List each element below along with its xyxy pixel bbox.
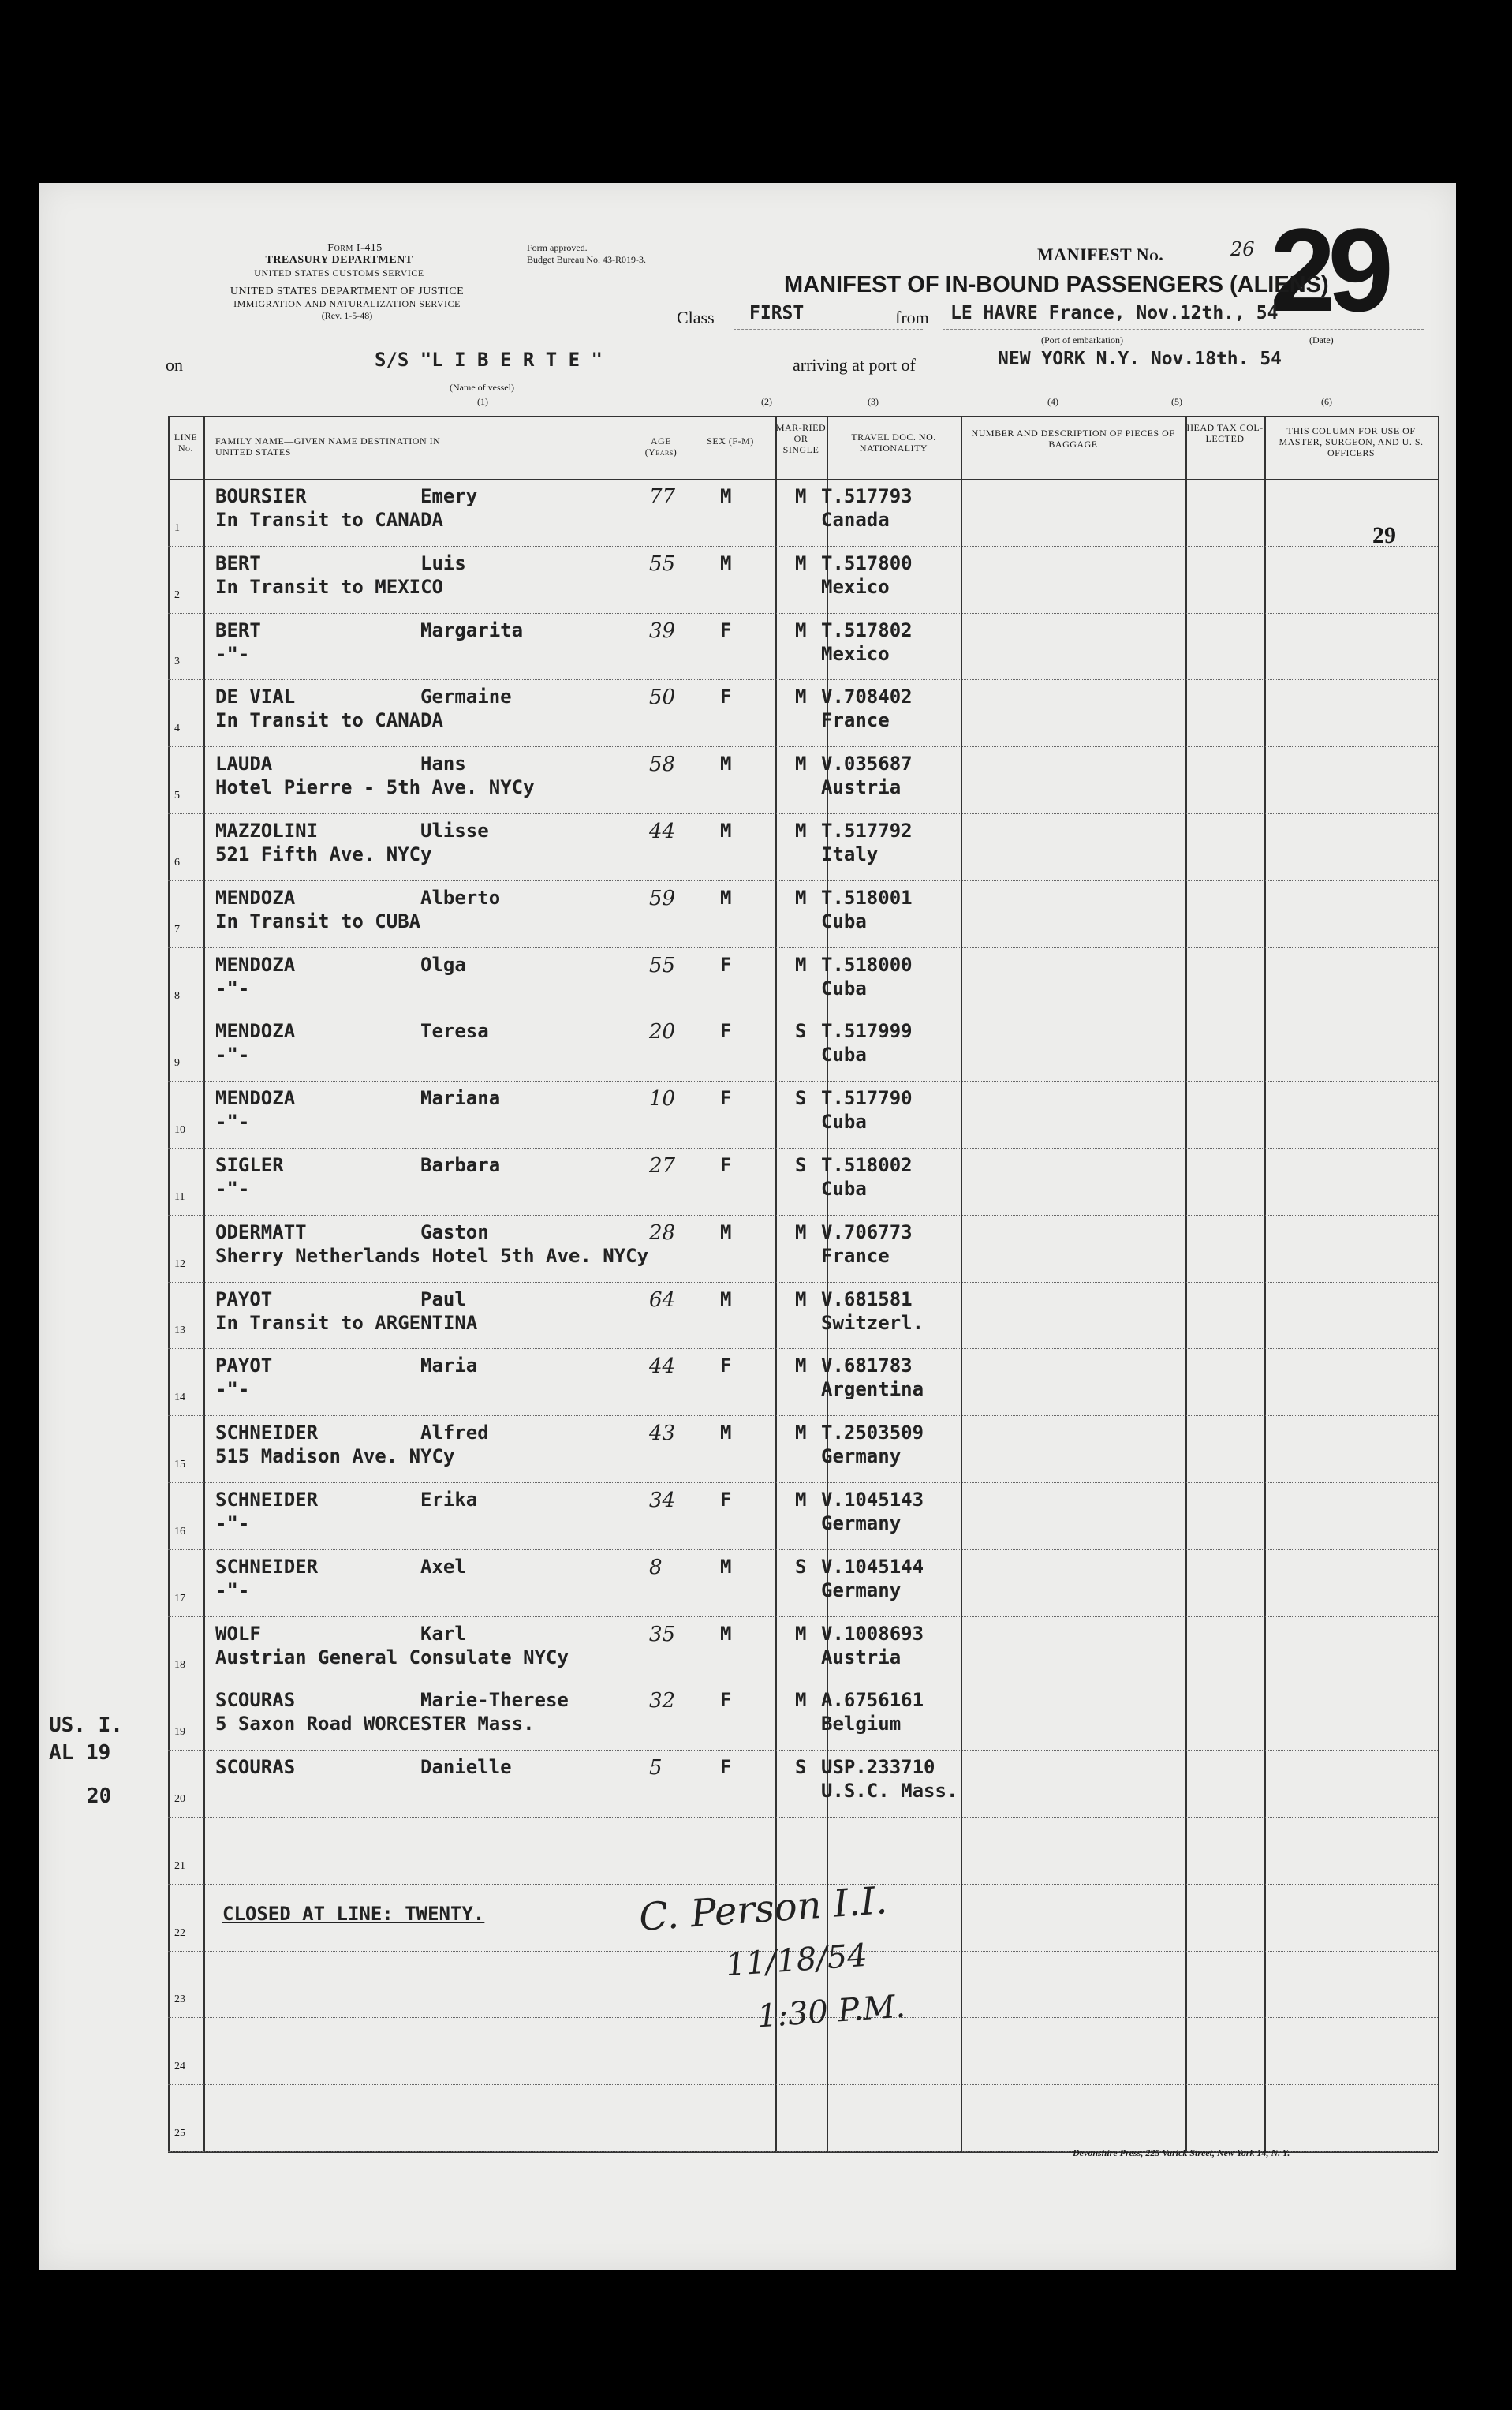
table-row bbox=[168, 479, 1438, 546]
marital-status: M bbox=[795, 686, 807, 708]
sex: F bbox=[720, 1756, 732, 1779]
given-name: Danielle bbox=[420, 1756, 512, 1779]
line-number: 16 bbox=[174, 1525, 185, 1538]
rev-date: (Rev. 1-5-48) bbox=[321, 310, 373, 321]
col-number-3: (3) bbox=[868, 396, 879, 407]
table-row bbox=[168, 613, 1438, 680]
marital-status: S bbox=[795, 1154, 807, 1176]
table-row bbox=[168, 746, 1438, 813]
sex: M bbox=[720, 753, 732, 775]
sex: F bbox=[720, 1154, 732, 1176]
nationality: Italy bbox=[821, 843, 879, 865]
given-name: Emery bbox=[420, 485, 478, 507]
sex: M bbox=[720, 1555, 732, 1578]
given-name: Ulisse bbox=[420, 820, 489, 842]
age: 8 bbox=[649, 1555, 663, 1579]
age: 44 bbox=[649, 820, 676, 843]
marital-status: M bbox=[795, 485, 807, 507]
age: 28 bbox=[649, 1220, 676, 1245]
destination: In Transit to CUBA bbox=[215, 910, 421, 932]
table-row bbox=[168, 1014, 1438, 1081]
marital-status: M bbox=[795, 1220, 807, 1243]
destination: -"- bbox=[215, 1111, 250, 1134]
justice-dept: UNITED STATES DEPARTMENT OF JUSTICE bbox=[230, 286, 465, 297]
age: 55 bbox=[649, 551, 676, 576]
sex: F bbox=[720, 1087, 732, 1110]
given-name: Paul bbox=[420, 1287, 466, 1310]
treasury-dept: TREASURY DEPARTMENT bbox=[265, 254, 413, 266]
sex: F bbox=[720, 618, 732, 641]
budget-bureau: Budget Bureau No. 43-R019-3. bbox=[527, 254, 646, 265]
destination: In Transit to MEXICO bbox=[215, 575, 443, 598]
age: 39 bbox=[649, 618, 676, 643]
table-row bbox=[168, 1215, 1438, 1282]
manifest-number: 26 bbox=[1230, 238, 1255, 260]
manifest-title: MANIFEST OF IN-BOUND PASSENGERS (ALIENS) bbox=[784, 272, 1329, 297]
sex: F bbox=[720, 686, 732, 708]
side-page-number: 29 bbox=[1372, 522, 1396, 548]
line-number: 3 bbox=[174, 656, 180, 668]
given-name: Marie-Therese bbox=[420, 1689, 569, 1712]
nationality: Switzerl. bbox=[821, 1311, 924, 1334]
line-number: 1 bbox=[174, 521, 180, 534]
header-travel: TRAVEL DOC. NO. NATIONALITY bbox=[851, 432, 936, 454]
sex: M bbox=[720, 1422, 732, 1444]
sex: F bbox=[720, 1354, 732, 1377]
margin-note-2: AL 19 bbox=[49, 1741, 111, 1765]
col-number-6: (6) bbox=[1321, 396, 1332, 407]
age: 34 bbox=[649, 1489, 676, 1512]
line-number: 12 bbox=[174, 1257, 185, 1270]
family-name: SCHNEIDER bbox=[215, 1489, 319, 1511]
line-number: 2 bbox=[174, 588, 180, 601]
travel-doc-number: T.517793 bbox=[821, 485, 913, 507]
age: 43 bbox=[649, 1422, 676, 1446]
family-name: LAUDA bbox=[215, 753, 273, 775]
travel-doc-number: V.1045144 bbox=[821, 1555, 924, 1578]
marital-status: M bbox=[795, 551, 807, 574]
from-value: LE HAVRE France, Nov.12th., 54 bbox=[950, 303, 1279, 323]
sex: M bbox=[720, 1220, 732, 1243]
given-name: Hans bbox=[420, 753, 466, 775]
margin-note-3: 20 bbox=[87, 1784, 112, 1808]
given-name: Germaine bbox=[420, 686, 512, 708]
destination: -"- bbox=[215, 1044, 250, 1067]
marital-status: M bbox=[795, 753, 807, 775]
travel-doc-number: T.517802 bbox=[821, 618, 913, 641]
travel-doc-number: T.517790 bbox=[821, 1087, 913, 1110]
line-number: 10 bbox=[174, 1123, 185, 1136]
sex: M bbox=[720, 551, 732, 574]
travel-doc-number: T.518000 bbox=[821, 953, 913, 976]
sex: F bbox=[720, 953, 732, 976]
age: 50 bbox=[649, 686, 676, 710]
nationality: U.S.C. Mass. bbox=[821, 1780, 958, 1803]
nationality: Cuba bbox=[821, 1044, 867, 1067]
nationality: Canada bbox=[821, 509, 890, 531]
class-value: FIRST bbox=[749, 303, 805, 323]
travel-doc-number: V.035687 bbox=[821, 753, 913, 775]
nationality: Cuba bbox=[821, 910, 867, 932]
marital-status: M bbox=[795, 886, 807, 909]
sex: M bbox=[720, 485, 732, 507]
given-name: Luis bbox=[420, 551, 466, 574]
family-name: SCHNEIDER bbox=[215, 1422, 319, 1444]
family-name: SCOURAS bbox=[215, 1756, 296, 1779]
marital-status: M bbox=[795, 1422, 807, 1444]
printer-footer: Devonshire Press, 225 Varick Street, New York 14, N. Y. bbox=[1073, 2147, 1290, 2158]
line-number: 8 bbox=[174, 990, 180, 1003]
travel-doc-number: V.681581 bbox=[821, 1287, 913, 1310]
line-number: 13 bbox=[174, 1325, 185, 1337]
port-caption: (Port of embarkation) bbox=[1041, 334, 1123, 346]
travel-doc-number: T.517800 bbox=[821, 551, 913, 574]
given-name: Alberto bbox=[420, 886, 501, 909]
destination: -"- bbox=[215, 977, 250, 999]
destination: In Transit to CANADA bbox=[215, 509, 443, 531]
col-number-1: (1) bbox=[477, 396, 488, 407]
header-name: FAMILY NAME—GIVEN NAME DESTINATION IN UNITED STATES bbox=[215, 435, 441, 458]
travel-doc-number: USP.233710 bbox=[821, 1756, 935, 1779]
nationality: Mexico bbox=[821, 642, 890, 665]
header-married: MAR-RIED OR SINGLE bbox=[775, 422, 827, 455]
nationality: France bbox=[821, 709, 890, 732]
from-label: from bbox=[895, 308, 929, 327]
table-row bbox=[168, 546, 1438, 613]
destination: -"- bbox=[215, 1512, 250, 1534]
given-name: Barbara bbox=[420, 1154, 501, 1176]
line-number: 23 bbox=[174, 1993, 185, 2006]
travel-doc-number: V.706773 bbox=[821, 1220, 913, 1243]
col-number-4: (4) bbox=[1047, 396, 1058, 407]
family-name: BOURSIER bbox=[215, 485, 307, 507]
given-name: Axel bbox=[420, 1555, 466, 1578]
age: 10 bbox=[649, 1087, 676, 1112]
marital-status: S bbox=[795, 1555, 807, 1578]
header-age: AGE (Years) bbox=[644, 435, 678, 458]
given-name: Maria bbox=[420, 1354, 478, 1377]
date-caption: (Date) bbox=[1309, 334, 1334, 346]
line-number: 4 bbox=[174, 723, 180, 735]
table-row bbox=[168, 1348, 1438, 1415]
line-number: 6 bbox=[174, 856, 180, 869]
destination: 521 Fifth Ave. NYCy bbox=[215, 843, 432, 865]
destination: 515 Madison Ave. NYCy bbox=[215, 1445, 455, 1468]
line-number: 20 bbox=[174, 1792, 185, 1805]
sex: M bbox=[720, 820, 732, 842]
given-name: Erika bbox=[420, 1489, 478, 1511]
travel-doc-number: T.517792 bbox=[821, 820, 913, 842]
marital-status: M bbox=[795, 1489, 807, 1511]
class-label: Class bbox=[677, 308, 715, 327]
marital-status: S bbox=[795, 1020, 807, 1043]
given-name: Teresa bbox=[420, 1020, 489, 1043]
table-row bbox=[168, 1683, 1438, 1750]
family-name: MAZZOLINI bbox=[215, 820, 319, 842]
family-name: BERT bbox=[215, 551, 261, 574]
table-row bbox=[168, 1081, 1438, 1148]
table-row bbox=[168, 679, 1438, 746]
table-row bbox=[168, 2084, 1438, 2151]
destination: -"- bbox=[215, 1579, 250, 1601]
travel-doc-number: V.1008693 bbox=[821, 1622, 924, 1645]
destination: In Transit to CANADA bbox=[215, 709, 443, 732]
travel-doc-number: T.517999 bbox=[821, 1020, 913, 1043]
col-number-2: (2) bbox=[761, 396, 772, 407]
line-number: 25 bbox=[174, 2127, 185, 2139]
destination: Hotel Pierre - 5th Ave. NYCy bbox=[215, 776, 535, 799]
destination: Sherry Netherlands Hotel 5th Ave. NYCy bbox=[215, 1244, 649, 1267]
nationality: Argentina bbox=[821, 1378, 924, 1401]
nationality: Austria bbox=[821, 776, 902, 799]
family-name: PAYOT bbox=[215, 1354, 273, 1377]
age: 35 bbox=[649, 1622, 676, 1646]
line-number: 22 bbox=[174, 1926, 185, 1939]
table-row bbox=[168, 1148, 1438, 1215]
travel-doc-number: T.518002 bbox=[821, 1154, 913, 1176]
travel-doc-number: V.681783 bbox=[821, 1354, 913, 1377]
manifest-stamp-number: 29 bbox=[1270, 204, 1386, 336]
header-baggage: NUMBER AND DESCRIPTION OF PIECES OF BAGGAGE bbox=[971, 428, 1175, 450]
table-row bbox=[168, 1482, 1438, 1549]
sex: M bbox=[720, 1622, 732, 1645]
age: 77 bbox=[649, 485, 676, 509]
signature: C. Person I.I. bbox=[637, 1878, 889, 1940]
nationality: Austria bbox=[821, 1646, 902, 1668]
line-number: 7 bbox=[174, 923, 180, 936]
table-row bbox=[168, 1282, 1438, 1349]
marital-status: M bbox=[795, 953, 807, 976]
col-number-5: (5) bbox=[1171, 396, 1182, 407]
nationality: Germany bbox=[821, 1445, 902, 1468]
destination: -"- bbox=[215, 642, 250, 665]
family-name: SCHNEIDER bbox=[215, 1555, 319, 1578]
given-name: Mariana bbox=[420, 1087, 501, 1110]
family-name: MENDOZA bbox=[215, 1020, 296, 1043]
marital-status: S bbox=[795, 1756, 807, 1779]
age: 58 bbox=[649, 753, 676, 777]
line-number: 24 bbox=[174, 2061, 185, 2073]
travel-doc-number: V.1045143 bbox=[821, 1489, 924, 1511]
travel-doc-number: V.708402 bbox=[821, 686, 913, 708]
arriving-label: arriving at port of bbox=[793, 355, 916, 375]
given-name: Gaston bbox=[420, 1220, 489, 1243]
age: 20 bbox=[649, 1020, 676, 1044]
table-row bbox=[168, 880, 1438, 947]
marital-status: S bbox=[795, 1087, 807, 1110]
given-name: Karl bbox=[420, 1622, 466, 1645]
marital-status: M bbox=[795, 1354, 807, 1377]
travel-doc-number: T.518001 bbox=[821, 886, 913, 909]
marital-status: M bbox=[795, 1622, 807, 1645]
ins-service: IMMIGRATION AND NATURALIZATION SERVICE bbox=[233, 298, 461, 309]
table-row bbox=[168, 947, 1438, 1014]
given-name: Alfred bbox=[420, 1422, 489, 1444]
marital-status: M bbox=[795, 618, 807, 641]
family-name: MENDOZA bbox=[215, 1087, 296, 1110]
nationality: Cuba bbox=[821, 1111, 867, 1134]
nationality: Cuba bbox=[821, 977, 867, 999]
sex: M bbox=[720, 1287, 732, 1310]
form-approved: Form approved. bbox=[527, 242, 588, 253]
age: 27 bbox=[649, 1154, 676, 1178]
nationality: Mexico bbox=[821, 575, 890, 598]
destination: Austrian General Consulate NYCy bbox=[215, 1646, 569, 1668]
line-number: 15 bbox=[174, 1458, 185, 1470]
family-name: BERT bbox=[215, 618, 261, 641]
given-name: Margarita bbox=[420, 618, 524, 641]
nationality: Germany bbox=[821, 1579, 902, 1601]
header-headtax: HEAD TAX COL-LECTED bbox=[1186, 422, 1264, 444]
vessel-name: S/S "L I B E R T E " bbox=[375, 349, 603, 371]
sex: F bbox=[720, 1020, 732, 1043]
on-label: on bbox=[166, 355, 183, 375]
sex: F bbox=[720, 1489, 732, 1511]
nationality: Belgium bbox=[821, 1713, 902, 1736]
line-number: 11 bbox=[174, 1190, 185, 1203]
family-name: MENDOZA bbox=[215, 953, 296, 976]
line-number: 14 bbox=[174, 1392, 185, 1404]
manifest-label: MANIFEST No. bbox=[1037, 245, 1164, 264]
family-name: MENDOZA bbox=[215, 886, 296, 909]
handwritten-date: 11/18/54 bbox=[724, 1937, 869, 1984]
table-row bbox=[168, 1750, 1438, 1817]
line-number: 21 bbox=[174, 1859, 185, 1872]
age: 32 bbox=[649, 1689, 676, 1713]
family-name: WOLF bbox=[215, 1622, 261, 1645]
family-name: PAYOT bbox=[215, 1287, 273, 1310]
family-name: SIGLER bbox=[215, 1154, 284, 1176]
table-row bbox=[168, 1817, 1438, 1884]
age: 64 bbox=[649, 1287, 676, 1312]
margin-note-1: US. I. bbox=[49, 1713, 123, 1737]
destination: 5 Saxon Road WORCESTER Mass. bbox=[215, 1713, 535, 1736]
travel-doc-number: A.6756161 bbox=[821, 1689, 924, 1712]
destination: -"- bbox=[215, 1378, 250, 1401]
given-name: Olga bbox=[420, 953, 466, 976]
header-line-no: LINE No. bbox=[174, 432, 198, 454]
header-sex: SEX (F-M) bbox=[707, 435, 754, 447]
family-name: DE VIAL bbox=[215, 686, 296, 708]
sex: F bbox=[720, 1689, 732, 1712]
line-number: 19 bbox=[174, 1726, 185, 1739]
table-row bbox=[168, 1549, 1438, 1616]
marital-status: M bbox=[795, 1287, 807, 1310]
closed-at-line: CLOSED AT LINE: TWENTY. bbox=[222, 1903, 485, 1925]
vessel-caption: (Name of vessel) bbox=[450, 382, 514, 393]
travel-doc-number: T.2503509 bbox=[821, 1422, 924, 1444]
header-officers: THIS COLUMN FOR USE OF MASTER, SURGEON, AND U. S. OFFICERS bbox=[1279, 425, 1424, 458]
table-row bbox=[168, 813, 1438, 880]
family-name: SCOURAS bbox=[215, 1689, 296, 1712]
line-number: 9 bbox=[174, 1057, 180, 1070]
age: 5 bbox=[649, 1756, 663, 1780]
destination: In Transit to ARGENTINA bbox=[215, 1311, 478, 1334]
sex: M bbox=[720, 886, 732, 909]
nationality: Cuba bbox=[821, 1178, 867, 1200]
destination: -"- bbox=[215, 1178, 250, 1200]
line-number: 18 bbox=[174, 1659, 185, 1672]
form-number: Form I-415 bbox=[327, 242, 383, 254]
marital-status: M bbox=[795, 820, 807, 842]
manifest-page bbox=[39, 183, 1456, 2270]
age: 59 bbox=[649, 886, 676, 910]
line-number: 17 bbox=[174, 1592, 185, 1605]
line-number: 5 bbox=[174, 789, 180, 801]
nationality: Germany bbox=[821, 1512, 902, 1534]
handwritten-time: 1:30 P.M. bbox=[756, 1988, 907, 2035]
customs-service: UNITED STATES CUSTOMS SERVICE bbox=[254, 267, 424, 278]
arriving-value: NEW YORK N.Y. Nov.18th. 54 bbox=[998, 349, 1282, 369]
age: 55 bbox=[649, 953, 676, 977]
marital-status: M bbox=[795, 1689, 807, 1712]
family-name: ODERMATT bbox=[215, 1220, 307, 1243]
table-row bbox=[168, 1616, 1438, 1683]
table-row bbox=[168, 1415, 1438, 1482]
age: 44 bbox=[649, 1354, 676, 1379]
nationality: France bbox=[821, 1244, 890, 1267]
